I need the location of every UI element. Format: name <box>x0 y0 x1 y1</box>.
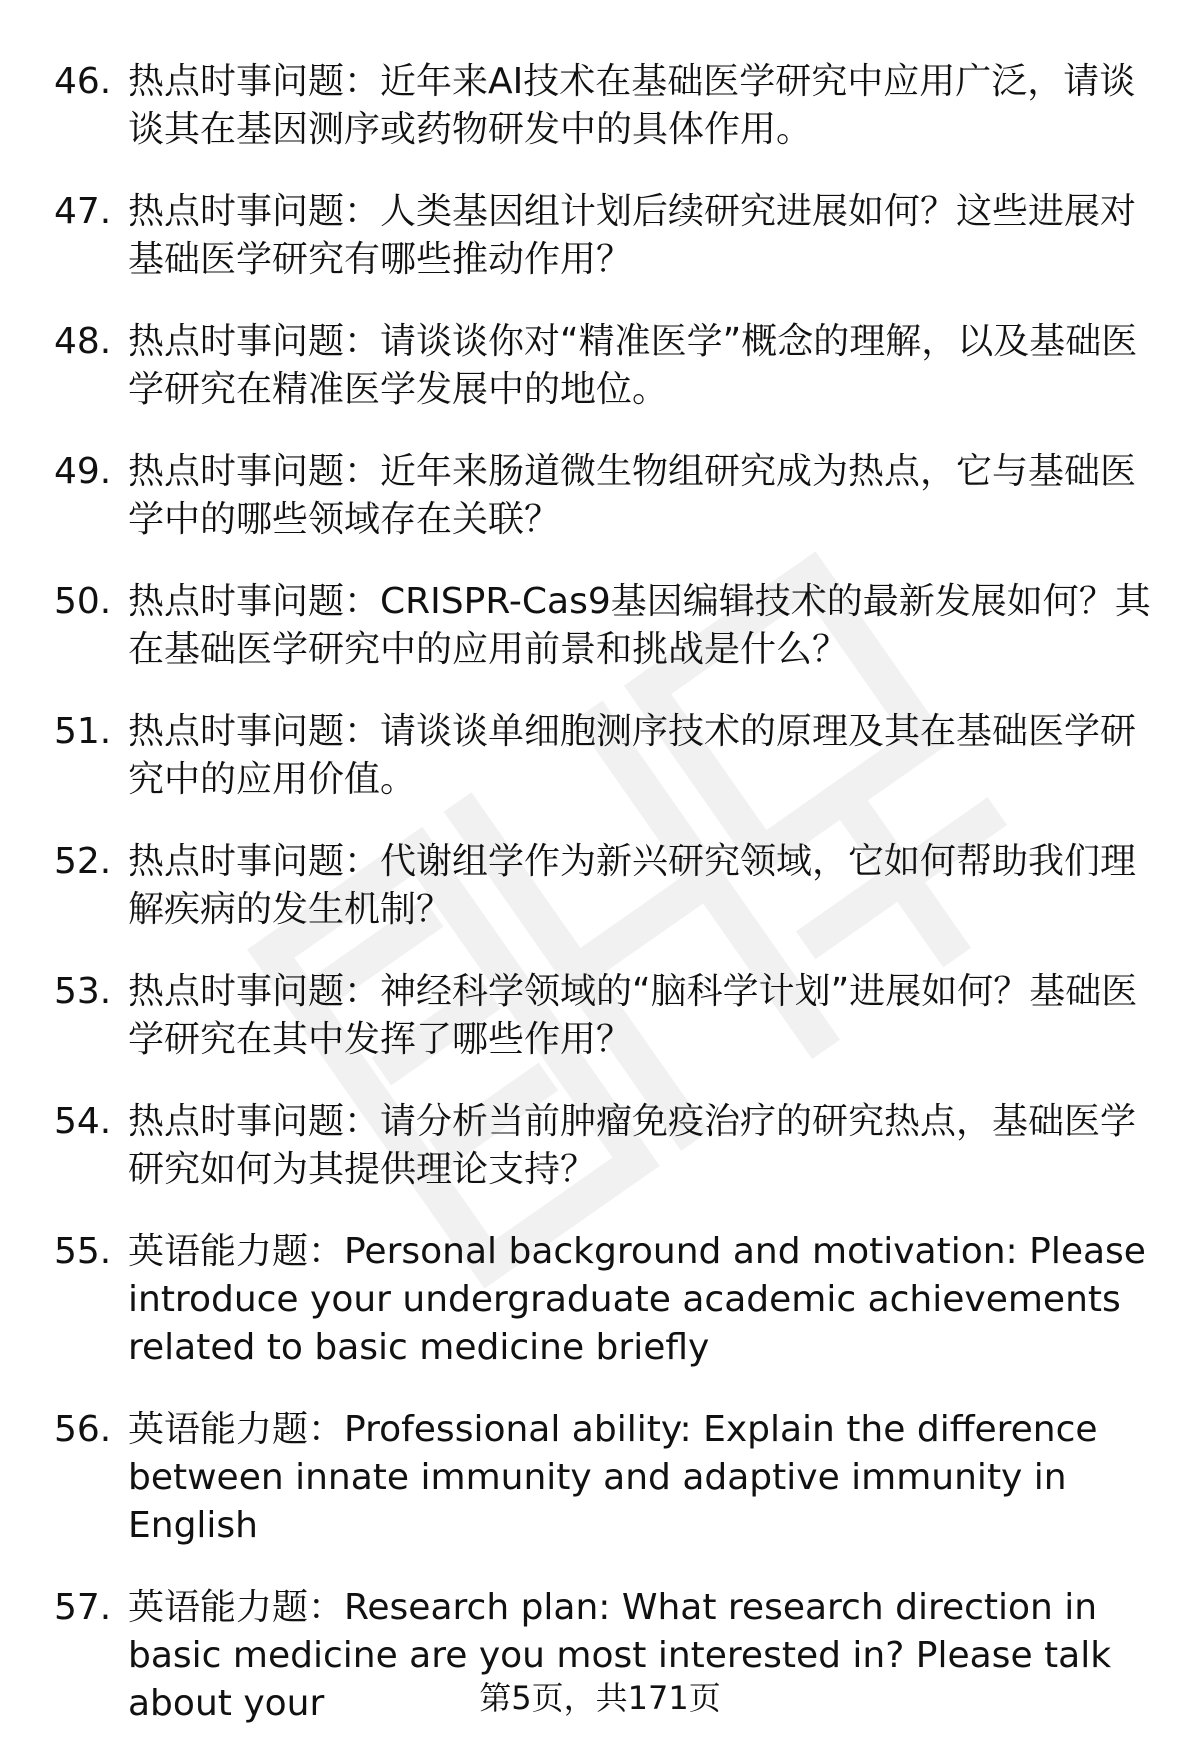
question-number: 50. <box>54 581 112 622</box>
list-item <box>0 1406 1200 1550</box>
list-item <box>0 1098 1200 1194</box>
list-item <box>0 1228 1200 1372</box>
list-item <box>0 708 1200 804</box>
question-number: 48. <box>54 321 112 362</box>
list-item <box>0 448 1200 544</box>
list-item <box>0 578 1200 674</box>
page-number-footer: 第5页，共171页 <box>479 1679 721 1717</box>
question-number: 47. <box>54 191 112 232</box>
question-text: 热点时事问题：请分析当前肿瘤免疫治疗的研究热点，基础医学研究如何为其提供理论支持？ <box>128 1101 1137 1190</box>
question-number: 49. <box>54 451 112 492</box>
question-text: 英语能力题：Research plan: What research direction in basic medicine are you most interested in? Please talk about your <box>128 1587 1112 1724</box>
question-list <box>0 58 1200 1762</box>
question-text: 英语能力题：Professional ability: Explain the difference between innate immunity and adaptive immunity in English <box>128 1409 1098 1546</box>
question-text: 热点时事问题：代谢组学作为新兴研究领域，它如何帮助我们理解疾病的发生机制？ <box>128 841 1137 930</box>
question-number: 53. <box>54 971 112 1012</box>
question-number: 52. <box>54 841 112 882</box>
question-text: 热点时事问题：人类基因组计划后续研究进展如何？这些进展对基础医学研究有哪些推动作用？ <box>128 191 1137 280</box>
list-item <box>0 968 1200 1064</box>
question-number: 54. <box>54 1101 112 1142</box>
list-item <box>0 58 1200 154</box>
question-text: 热点时事问题：近年来AI技术在基础医学研究中应用广泛，请谈谈其在基因测序或药物研发中的具体作用。 <box>128 61 1136 150</box>
list-item <box>0 188 1200 284</box>
question-text: 热点时事问题：神经科学领域的“脑科学计划”进展如何？基础医学研究在其中发挥了哪些作用？ <box>128 971 1138 1060</box>
question-text: 英语能力题：Personal background and motivation: Please introduce your undergraduate academic achievements related to basic medicine briefly <box>128 1231 1146 1368</box>
question-number: 57. <box>54 1587 112 1628</box>
list-item <box>0 318 1200 414</box>
question-text: 热点时事问题：请谈谈你对“精准医学”概念的理解，以及基础医学研究在精准医学发展中的地位。 <box>128 321 1138 410</box>
question-number: 46. <box>54 61 112 102</box>
list-item <box>0 838 1200 934</box>
question-number: 51. <box>54 711 112 752</box>
question-number: 56. <box>54 1409 112 1450</box>
question-text: 热点时事问题：近年来肠道微生物组研究成为热点，它与基础医学中的哪些领域存在关联？ <box>128 451 1137 540</box>
question-number: 55. <box>54 1231 112 1272</box>
question-text: 热点时事问题：CRISPR-Cas9基因编辑技术的最新发展如何？其在基础医学研究中的应用前景和挑战是什么？ <box>128 581 1151 670</box>
question-text: 热点时事问题：请谈谈单细胞测序技术的原理及其在基础医学研究中的应用价值。 <box>128 711 1137 800</box>
